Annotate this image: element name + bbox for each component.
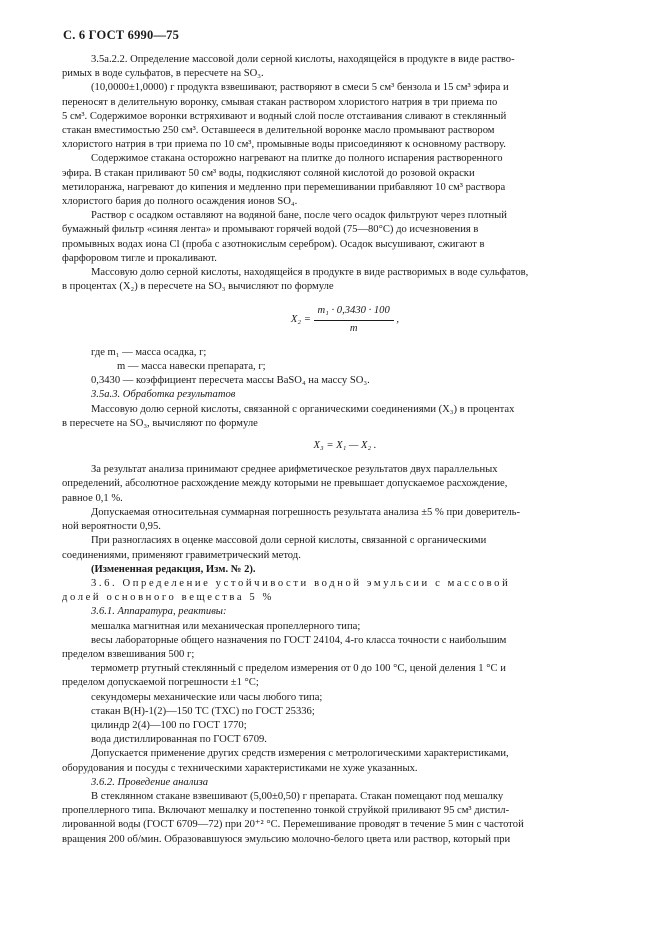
equipment-list: [62, 620, 599, 748]
list-item: весы лабораторные общего назначения по ГОСТ 24104, 4-го класса точности с наибольшим пределом взвешивания 500 г;: [62, 634, 507, 660]
paragraph-result: За результат анализа принимают среднее арифметическое результатов двух параллельных определений, абсолютное расхождение между которыми не превышает допускаемое расхождение, равное 0,1 %.: [62, 464, 508, 504]
list-item: стакан В(Н)-1(2)—150 ТС (ТХС) по ГОСТ 25336;: [91, 705, 315, 717]
formula-x2-fraction: $\frac{\text{m₁ · 0,3430 · 100}}{m}$: [314, 304, 394, 335]
paragraph-heating: Содержимое стакана осторожно нагревают на плитке до полного испарения растворенного эфира. В стакан приливают 50 см³ воды, подкисляют соляной кислотой до розовой окраски метилоранжа, нагревают до кипения и медленно при перемешивании прибавляют 10 см³ раствора хлористого бария до полного осаждения ионов SO₄.: [62, 153, 506, 208]
formula-x2: X₂ = $\frac{\text{m₁ · 0,3430 · 100}}{m}$ ,: [91, 304, 599, 335]
paragraph-calc-x3: Массовую долю серной кислоты, связанной с органическими соединениями (X₃) в процентах в пересчете на SO₃, вычисляют по формуле: [62, 403, 515, 429]
paragraph-procedure: В стеклянном стакане взвешивают (5,00±0,50) г препарата. Стакан помещают под мешалку пропеллерного типа. Включают мешалку и постепенно тонкой струйкой приливают 95 см³ дистил- лированной воды (ГОСТ 6709—72) при 20⁺² °С. Перемешивание проводят в течение 5 мин с частотой вращения 200 об/мин. Образовавшуюся эмульсию молочно-белого цвета или раствор, который при: [62, 790, 524, 845]
amendment-note: (Измененная редакция, Изм. № 2).: [91, 563, 256, 575]
paragraph-error: Допускаемая относительная суммарная погрешность результата анализа ±5 % при доверитель- ной вероятности 0,95.: [62, 506, 520, 533]
paragraph-filtering: Раствор с осадком оставляют на водяной бане, после чего осадок фильтруют через плотный бумажный фильтр «синяя лента» и промывают горячей водой (75—80°С) до исчезновения в промывных водах иона Cl (проба с азотнокислым серебром). Осадок высушивают, сжигают в фарфоровом тигле и прокаливают.: [62, 210, 507, 264]
section-3-6-1-title: 3.6.1. Аппаратура, реактивы:: [91, 606, 227, 618]
list-item: термометр ртутный стеклянный с пределом измерения от 0 до 100 °С, ценой деления 1 °С и пределом допускаемой погрешности ±1 °С;: [62, 663, 506, 689]
list-item: вода дистиллированная по ГОСТ 6709.: [91, 734, 267, 746]
paragraph-disputes: При разногласиях в оценке массовой доли серной кислоты, связанной с органическими соединениями, применяют гравиметрический метод.: [62, 535, 487, 561]
document-body: [62, 53, 599, 847]
paragraph-sample-prep: (10,0000±1,0000) г продукта взвешивают, растворяют в смеси 5 см³ бензола и 15 см³ эфира и переносят в делительную воронку, смывая стакан раствором хлористого натрия в три приема по 5 см³. Содержимое воронки встряхивают и водный слой после отстаивания сливают в стеклянный стакан вместимостью 250 см³. Оставшееся в делительной воронке масло промывают раствором хлористого натрия в три приема по 10 см³, промывные воды присоединяют к основному раствору.: [62, 82, 509, 151]
list-item: секундомеры механические или часы любого типа;: [91, 691, 323, 703]
list-item: мешалка магнитная или механическая пропеллерного типа;: [91, 620, 361, 632]
paragraph-alt-equipment: Допускается применение других средств измерения с метрологическими характеристиками, оборудования и посуды с техническими характеристиками не хуже указанных.: [62, 748, 509, 774]
paragraph-calc-x2: Массовую долю серной кислоты, находящейся в продукте в виде растворимых в воде сульфатов, в процентах (X₂) в пересчете на SO₃ вычисляют по формуле: [62, 267, 529, 293]
page-header: С. 6 ГОСТ 6990—75: [63, 28, 180, 42]
section-3-5a-3-title: 3.5а.3. Обработка результатов: [91, 389, 236, 401]
formula-x2-legend: где m₁ — масса осадка, г; m — масса навески препарата, г; 0,3430 — коэффициент пересчета массы BaSO₄ на массу SO₃.: [91, 346, 370, 387]
list-item: цилиндр 2(4)—100 по ГОСТ 1770;: [91, 719, 247, 731]
formula-x3: X₃ = X₁ — X₂ .: [313, 440, 377, 452]
section-3-6-title: 3.6. Определение устойчивости водной эмульсии с массовой долей основного вещества 5 %: [62, 577, 511, 604]
section-3-6-2-title: 3.6.2. Проведение анализа: [91, 776, 209, 788]
paragraph-3-5a-2-2: 3.5а.2.2. Определение массовой доли серной кислоты, находящейся в продукте в виде раство- римых в воде сульфатов, в пересчете на SO₃.: [62, 54, 515, 80]
